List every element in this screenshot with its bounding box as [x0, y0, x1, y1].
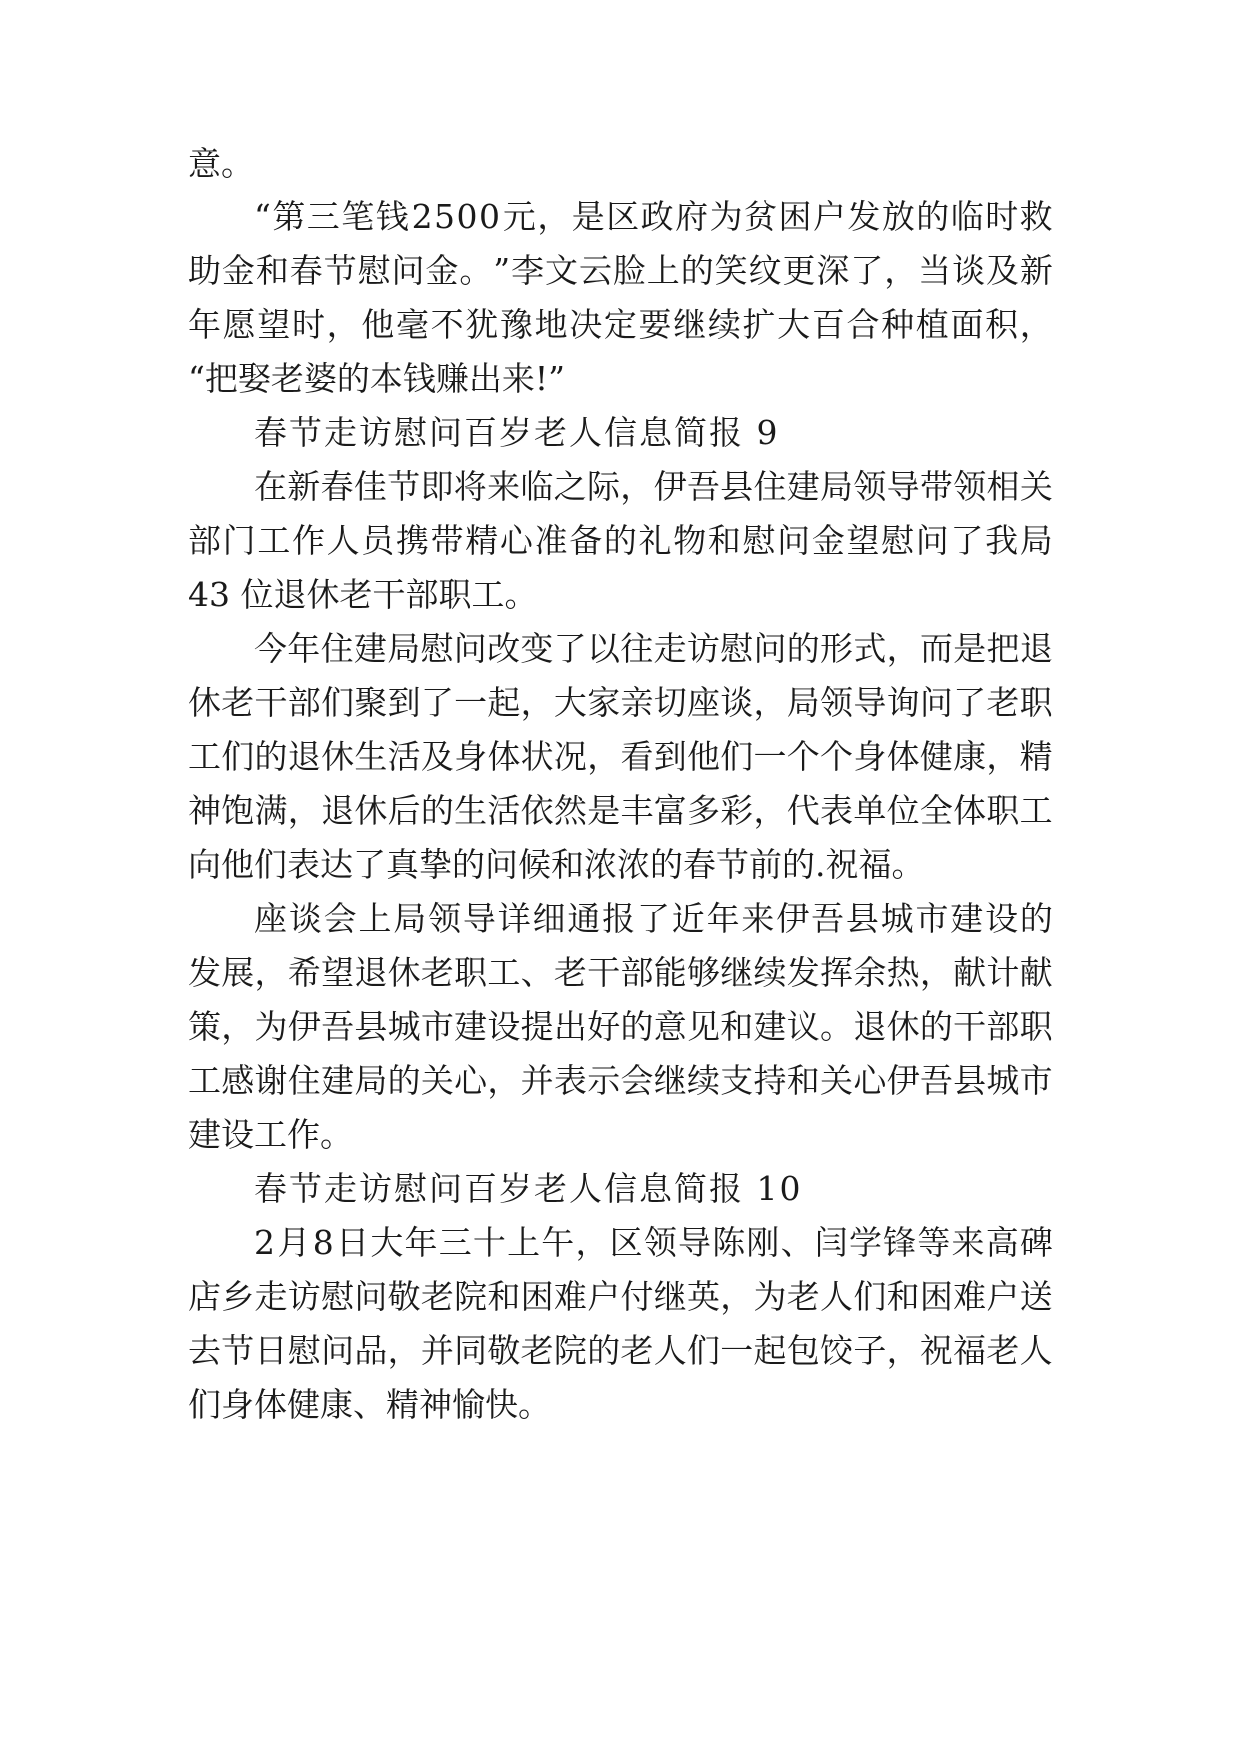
- paragraph-line: “把娶老婆的本钱赚出来!”: [188, 359, 566, 398]
- paragraph-line: 神 饱 满 ， 退 休 后 的 生 活 依 然 是 丰 富 多 彩 ， 代 表 单 位 全 体 职 工: [188, 791, 1053, 830]
- section-heading: 春节走访慰问百岁老人信息简报 10: [254, 1169, 803, 1208]
- paragraph-line: 策 ， 为 伊 吾 县 城 市 建 设 提 出 好 的 意 见 和 建 议 。 退 休 的 干 部 职: [188, 1007, 1053, 1046]
- paragraph-line: 休 老 干 部 们 聚 到 了 一 起 ， 大 家 亲 切 座 谈 ， 局 领 导 询 问 了 老 职: [188, 683, 1053, 722]
- paragraph-line: 部 门 工 作 人 员 携 带 精 心 准 备 的 礼 物 和 慰 问 金 望 慰 问 了 我 局: [188, 521, 1053, 560]
- paragraph-line: 43 位退休老干部职工。: [188, 575, 538, 614]
- paragraph-line: 去 节 日 慰 问 品 ， 并 同 敬 老 院 的 老 人 们 一 起 包 饺 子 ， 祝 福 老 人: [188, 1331, 1053, 1370]
- paragraph-line: 工 们 的 退 休 生 活 及 身 体 状 况 ， 看 到 他 们 一 个 个 身 体 健 康 ， 精: [188, 737, 1053, 776]
- paragraph-line: 们身体健康、精神愉快。: [188, 1385, 551, 1424]
- paragraph-line: 座 谈 会 上 局 领 导 详 细 通 报 了 近 年 来 伊 吾 县 城 市 建 设 的: [254, 899, 1053, 938]
- paragraph-line: 店 乡 走 访 慰 问 敬 老 院 和 困 难 户 付 继 英 ， 为 老 人 们 和 困 难 户 送: [188, 1277, 1053, 1316]
- paragraph-line: “ 第 三 笔 钱 2 5 0 0 元 ， 是 区 政 府 为 贫 困 户 发 放 的 临 时 救: [254, 197, 1053, 236]
- paragraph-line: 意。: [188, 144, 254, 183]
- paragraph-line: 建设工作。: [188, 1115, 353, 1154]
- paragraph-line: 助 金 和 春 节 慰 问 金 。 ” 李 文 云 脸 上 的 笑 纹 更 深 了 ， 当 谈 及 新: [188, 251, 1053, 290]
- paragraph-line: 年 愿 望 时 ， 他 毫 不 犹 豫 地 决 定 要 继 续 扩 大 百 合 种 植 面 积 ，: [188, 305, 1053, 344]
- paragraph-line: 在 新 春 佳 节 即 将 来 临 之 际 ， 伊 吾 县 住 建 局 领 导 带 领 相 关: [254, 467, 1053, 506]
- paragraph-line: 向他们表达了真挚的问候和浓浓的春节前的.祝福。: [188, 845, 925, 884]
- paragraph-line: 2 月 8 日 大 年 三 十 上 午 ， 区 领 导 陈 刚 、 闫 学 锋 等 来 高 碑: [254, 1223, 1053, 1262]
- paragraph-line: 今 年 住 建 局 慰 问 改 变 了 以 往 走 访 慰 问 的 形 式 ， 而 是 把 退: [254, 629, 1053, 668]
- paragraph-line: 发 展 ， 希 望 退 休 老 职 工 、 老 干 部 能 够 继 续 发 挥 余 热 ， 献 计 献: [188, 953, 1053, 992]
- paragraph-line: 工 感 谢 住 建 局 的 关 心 ， 并 表 示 会 继 续 支 持 和 关 心 伊 吾 县 城 市: [188, 1061, 1053, 1100]
- section-heading: 春节走访慰问百岁老人信息简报 9: [254, 413, 780, 452]
